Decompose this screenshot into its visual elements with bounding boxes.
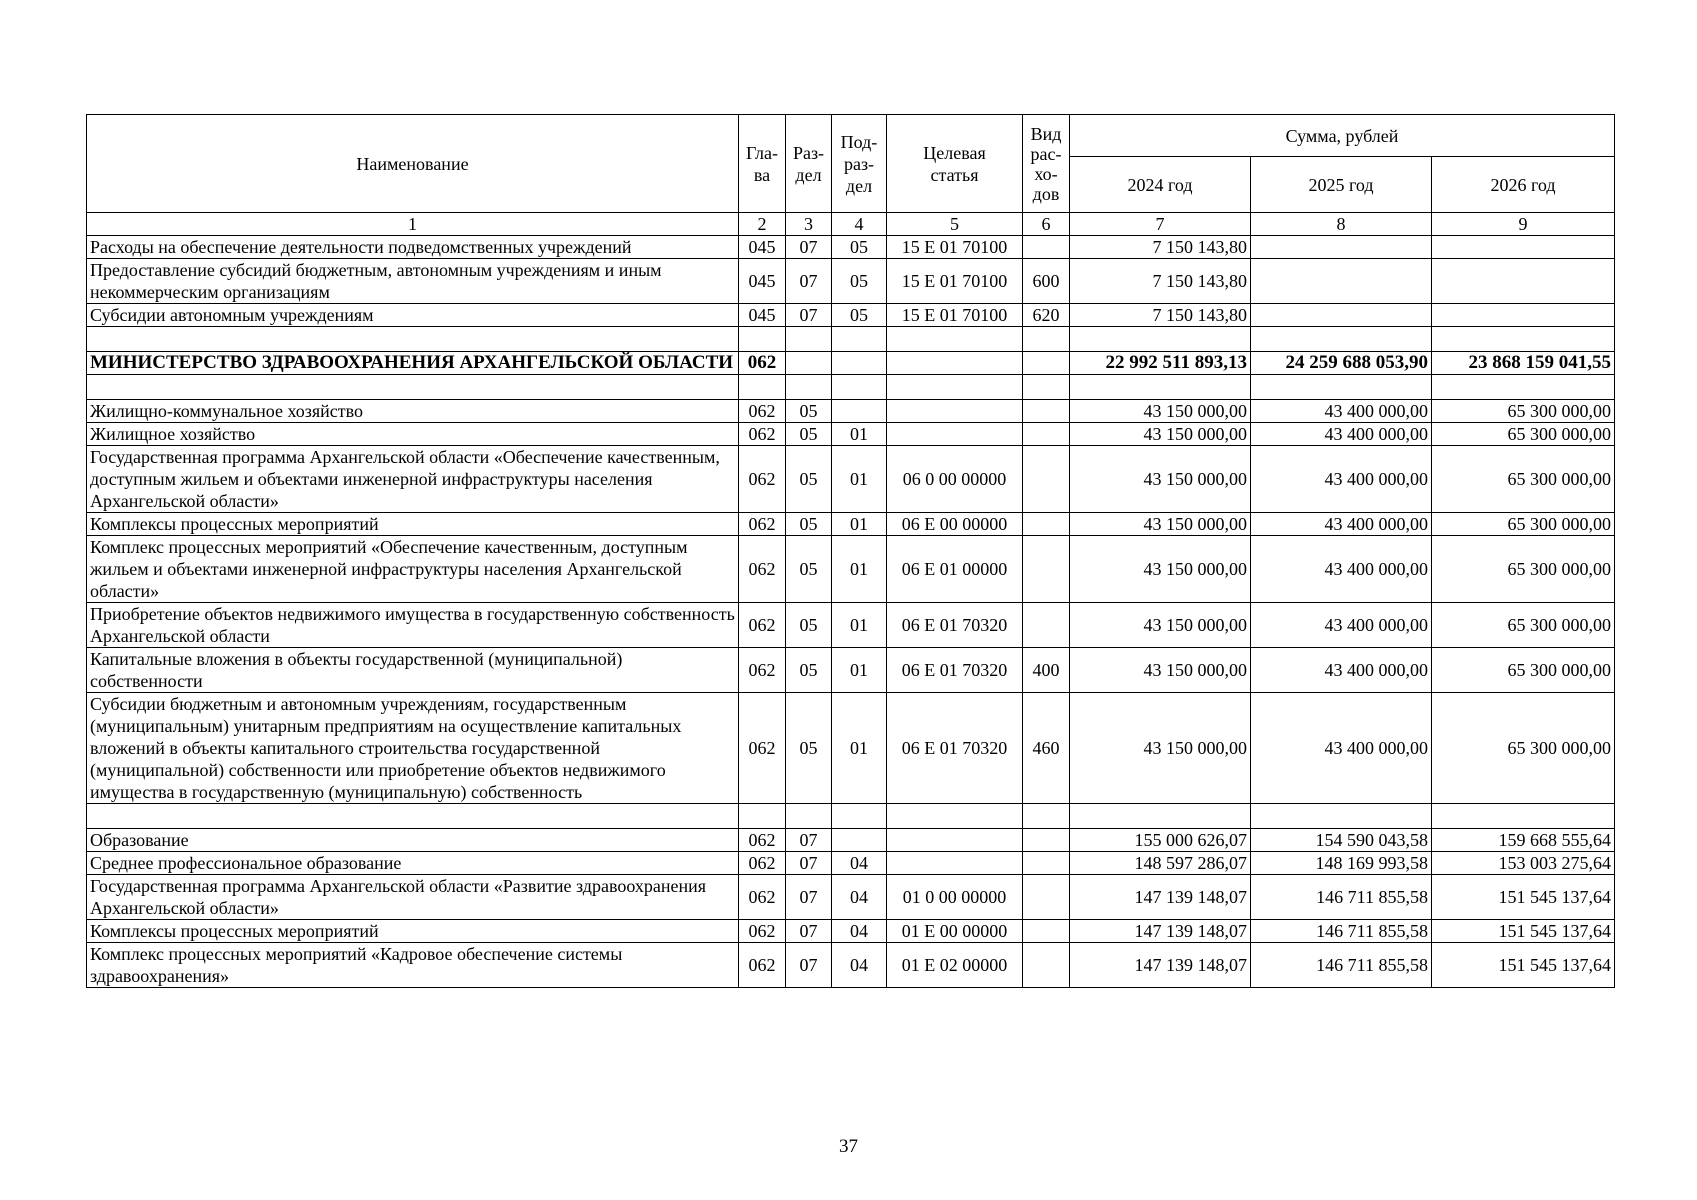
row-section: 07: [786, 829, 832, 852]
table-header: [87, 115, 1615, 236]
table-row: [87, 852, 1615, 875]
row-sum-2025: 43 400 000,00: [1251, 648, 1432, 693]
row-sum-2025: [1251, 236, 1432, 259]
row-sum-2026: 151 545 137,64: [1432, 920, 1615, 943]
row-chapter: 062: [739, 693, 786, 804]
row-sum-2024: 147 139 148,07: [1070, 943, 1251, 988]
row-expense-type: [1023, 446, 1070, 513]
row-sum-2025: 154 590 043,58: [1251, 829, 1432, 852]
row-name: Жилищно-коммунальное хозяйство: [87, 400, 739, 423]
row-sum-2025: 43 400 000,00: [1251, 423, 1432, 446]
header-year-2025: 2025 год: [1251, 157, 1432, 213]
row-subsection: 01: [832, 648, 887, 693]
page-number: 37: [839, 1136, 858, 1157]
row-name: Комплексы процессных мероприятий: [87, 513, 739, 536]
row-sum-2025: [1251, 804, 1432, 829]
row-name: МИНИСТЕРСТВО ЗДРАВООХРАНЕНИЯ АРХАНГЕЛЬСКОЙ ОБЛАСТИ: [87, 352, 739, 375]
row-sum-2026: 23 868 159 041,55: [1432, 352, 1615, 375]
row-expense-type: 620: [1023, 304, 1070, 327]
row-name: Жилищное хозяйство: [87, 423, 739, 446]
row-sum-2025: 146 711 855,58: [1251, 920, 1432, 943]
column-number: 8: [1251, 213, 1432, 236]
row-name: [87, 327, 739, 352]
row-sum-2024: 43 150 000,00: [1070, 400, 1251, 423]
row-target-article: 01 Е 02 00000: [887, 943, 1023, 988]
header-chapter: [739, 115, 786, 213]
row-section: 07: [786, 852, 832, 875]
row-chapter: [739, 327, 786, 352]
row-sum-2024: 43 150 000,00: [1070, 536, 1251, 603]
row-target-article: [887, 423, 1023, 446]
row-name: Капитальные вложения в объекты государственной (муниципальной) собственности: [87, 648, 739, 693]
row-sum-2026: 65 300 000,00: [1432, 513, 1615, 536]
column-number: 5: [887, 213, 1023, 236]
row-sum-2024: 7 150 143,80: [1070, 259, 1251, 304]
row-chapter: [739, 375, 786, 400]
row-sum-2025: 146 711 855,58: [1251, 943, 1432, 988]
row-chapter: 062: [739, 829, 786, 852]
row-section: 05: [786, 423, 832, 446]
row-sum-2025: [1251, 304, 1432, 327]
row-sum-2026: [1432, 304, 1615, 327]
budget-table: [86, 114, 1615, 988]
row-target-article: [887, 804, 1023, 829]
row-section: 07: [786, 304, 832, 327]
row-name: Комплекс процессных мероприятий «Обеспечение качественным, доступным жильем и объектами инженерной инфраструктуры населения Архангельской области»: [87, 536, 739, 603]
header-subsection-label: Под- раз- дел: [840, 131, 878, 196]
table-row: [87, 513, 1615, 536]
row-target-article: 15 Е 01 70100: [887, 236, 1023, 259]
row-sum-2024: [1070, 804, 1251, 829]
row-name: Предоставление субсидий бюджетным, автономным учреждениям и иным некоммерческим организациям: [87, 259, 739, 304]
table-row: [87, 304, 1615, 327]
row-chapter: 062: [739, 446, 786, 513]
row-target-article: 06 Е 01 70320: [887, 693, 1023, 804]
row-chapter: 062: [739, 536, 786, 603]
header-chapter-label: Гла- ва: [745, 142, 779, 185]
row-name: Субсидии автономным учреждениям: [87, 304, 739, 327]
table-row: [87, 829, 1615, 852]
row-sum-2026: 65 300 000,00: [1432, 603, 1615, 648]
row-subsection: 05: [832, 259, 887, 304]
row-subsection: 01: [832, 446, 887, 513]
row-target-article: [887, 829, 1023, 852]
row-subsection: 01: [832, 513, 887, 536]
row-sum-2026: 159 668 555,64: [1432, 829, 1615, 852]
header-subsection: [832, 115, 887, 213]
row-target-article: 15 Е 01 70100: [887, 304, 1023, 327]
row-sum-2026: 65 300 000,00: [1432, 446, 1615, 513]
row-subsection: 01: [832, 423, 887, 446]
row-expense-type: [1023, 375, 1070, 400]
column-number: 4: [832, 213, 887, 236]
row-target-article: 06 Е 01 00000: [887, 536, 1023, 603]
row-section: 07: [786, 259, 832, 304]
row-expense-type: [1023, 236, 1070, 259]
row-target-article: 06 Е 00 00000: [887, 513, 1023, 536]
header-section: [786, 115, 832, 213]
table-row: [87, 603, 1615, 648]
row-chapter: 062: [739, 352, 786, 375]
row-sum-2024: 155 000 626,07: [1070, 829, 1251, 852]
row-name: Комплекс процессных мероприятий «Кадровое обеспечение системы здравоохранения»: [87, 943, 739, 988]
column-number: 7: [1070, 213, 1251, 236]
row-sum-2024: 22 992 511 893,13: [1070, 352, 1251, 375]
row-section: 07: [786, 920, 832, 943]
row-sum-2024: 43 150 000,00: [1070, 693, 1251, 804]
row-expense-type: [1023, 352, 1070, 375]
spacer-row: [87, 327, 1615, 352]
row-target-article: 15 Е 01 70100: [887, 259, 1023, 304]
row-section: 07: [786, 236, 832, 259]
row-sum-2026: [1432, 375, 1615, 400]
row-expense-type: [1023, 327, 1070, 352]
row-sum-2024: 43 150 000,00: [1070, 446, 1251, 513]
row-sum-2026: 65 300 000,00: [1432, 423, 1615, 446]
row-chapter: 045: [739, 259, 786, 304]
row-sum-2024: 43 150 000,00: [1070, 603, 1251, 648]
row-sum-2024: [1070, 375, 1251, 400]
row-expense-type: 460: [1023, 693, 1070, 804]
row-sum-2026: 151 545 137,64: [1432, 875, 1615, 920]
column-number: 1: [87, 213, 739, 236]
row-sum-2024: 43 150 000,00: [1070, 423, 1251, 446]
row-sum-2025: [1251, 259, 1432, 304]
row-chapter: 062: [739, 852, 786, 875]
column-number: 2: [739, 213, 786, 236]
row-subsection: 04: [832, 943, 887, 988]
row-expense-type: 600: [1023, 259, 1070, 304]
row-expense-type: [1023, 513, 1070, 536]
table-row: [87, 943, 1615, 988]
row-sum-2026: 65 300 000,00: [1432, 400, 1615, 423]
row-section: 05: [786, 648, 832, 693]
row-target-article: 06 Е 01 70320: [887, 648, 1023, 693]
column-number: 9: [1432, 213, 1615, 236]
row-subsection: 01: [832, 536, 887, 603]
table-row: [87, 920, 1615, 943]
table-row: [87, 536, 1615, 603]
row-section: 05: [786, 400, 832, 423]
row-subsection: 01: [832, 603, 887, 648]
row-sum-2024: 147 139 148,07: [1070, 875, 1251, 920]
row-target-article: 06 Е 01 70320: [887, 603, 1023, 648]
table-row: [87, 400, 1615, 423]
row-subsection: [832, 400, 887, 423]
row-target-article: [887, 352, 1023, 375]
row-subsection: [832, 327, 887, 352]
row-sum-2025: 43 400 000,00: [1251, 400, 1432, 423]
row-subsection: 04: [832, 852, 887, 875]
row-section: 05: [786, 446, 832, 513]
row-subsection: 05: [832, 304, 887, 327]
row-chapter: 062: [739, 920, 786, 943]
row-subsection: 01: [832, 693, 887, 804]
row-target-article: [887, 400, 1023, 423]
row-expense-type: 400: [1023, 648, 1070, 693]
row-name: Комплексы процессных мероприятий: [87, 920, 739, 943]
row-expense-type: [1023, 943, 1070, 988]
header-sum: Сумма, рублей: [1070, 115, 1615, 157]
table-row: [87, 446, 1615, 513]
row-section: 05: [786, 603, 832, 648]
row-sum-2026: [1432, 236, 1615, 259]
row-sum-2025: 43 400 000,00: [1251, 693, 1432, 804]
row-section: [786, 375, 832, 400]
row-sum-2024: 148 597 286,07: [1070, 852, 1251, 875]
row-chapter: 045: [739, 236, 786, 259]
row-sum-2025: 43 400 000,00: [1251, 446, 1432, 513]
row-sum-2026: [1432, 259, 1615, 304]
row-target-article: [887, 852, 1023, 875]
row-name: Среднее профессиональное образование: [87, 852, 739, 875]
row-section: 05: [786, 513, 832, 536]
row-expense-type: [1023, 920, 1070, 943]
table-row: [87, 693, 1615, 804]
row-sum-2024: 147 139 148,07: [1070, 920, 1251, 943]
row-sum-2024: 7 150 143,80: [1070, 236, 1251, 259]
row-name: Государственная программа Архангельской области «Обеспечение качественным, доступным жильем и объектами инженерной инфраструктуры населения Архангельской области»: [87, 446, 739, 513]
row-target-article: 06 0 00 00000: [887, 446, 1023, 513]
row-section: 05: [786, 536, 832, 603]
row-section: 07: [786, 875, 832, 920]
row-target-article: 01 Е 00 00000: [887, 920, 1023, 943]
row-expense-type: [1023, 829, 1070, 852]
table-row: [87, 352, 1615, 375]
row-sum-2025: 43 400 000,00: [1251, 513, 1432, 536]
row-chapter: [739, 804, 786, 829]
row-section: 05: [786, 693, 832, 804]
row-subsection: [832, 352, 887, 375]
row-subsection: [832, 375, 887, 400]
row-subsection: [832, 804, 887, 829]
header-name: Наименование: [87, 115, 739, 213]
row-expense-type: [1023, 875, 1070, 920]
row-name: [87, 804, 739, 829]
row-sum-2026: 65 300 000,00: [1432, 536, 1615, 603]
row-sum-2024: 7 150 143,80: [1070, 304, 1251, 327]
header-year-2024: 2024 год: [1070, 157, 1251, 213]
row-sum-2024: 43 150 000,00: [1070, 648, 1251, 693]
row-section: [786, 327, 832, 352]
column-number: 6: [1023, 213, 1070, 236]
row-chapter: 062: [739, 400, 786, 423]
spacer-row: [87, 804, 1615, 829]
header-target-article: [887, 115, 1023, 213]
row-section: [786, 804, 832, 829]
row-name: Расходы на обеспечение деятельности подведомственных учреждений: [87, 236, 739, 259]
row-name: Государственная программа Архангельской области «Развитие здравоохранения Архангельской области»: [87, 875, 739, 920]
row-section: 07: [786, 943, 832, 988]
row-expense-type: [1023, 804, 1070, 829]
row-expense-type: [1023, 423, 1070, 446]
row-name: Образование: [87, 829, 739, 852]
table-row: [87, 875, 1615, 920]
row-subsection: 04: [832, 920, 887, 943]
row-sum-2024: [1070, 327, 1251, 352]
row-sum-2026: 153 003 275,64: [1432, 852, 1615, 875]
table-body: [87, 236, 1615, 988]
row-chapter: 062: [739, 513, 786, 536]
row-name: [87, 375, 739, 400]
row-name: Приобретение объектов недвижимого имущества в государственную собственность Архангельской области: [87, 603, 739, 648]
row-chapter: 062: [739, 943, 786, 988]
row-sum-2025: [1251, 327, 1432, 352]
row-sum-2025: 148 169 993,58: [1251, 852, 1432, 875]
row-name: Субсидии бюджетным и автономным учреждениям, государственным (муниципальным) унитарным предприятиям на осуществление капитальных вложений в объекты капитального строительства государственной (муниципальной) собственности или приобретение объектов недвижимого имущества в государственную (муниципальную) собственность: [87, 693, 739, 804]
spacer-row: [87, 375, 1615, 400]
row-sum-2026: 65 300 000,00: [1432, 648, 1615, 693]
row-sum-2025: 43 400 000,00: [1251, 536, 1432, 603]
table-row: [87, 423, 1615, 446]
row-chapter: 062: [739, 603, 786, 648]
header-expense-label: Вид рас- хо- дов: [1030, 123, 1062, 204]
row-target-article: [887, 327, 1023, 352]
header-year-2026: 2026 год: [1432, 157, 1615, 213]
row-sum-2026: [1432, 804, 1615, 829]
row-expense-type: [1023, 852, 1070, 875]
header-target-label: Целевая статья: [923, 142, 986, 185]
row-subsection: 04: [832, 875, 887, 920]
row-section: [786, 352, 832, 375]
row-target-article: [887, 375, 1023, 400]
row-sum-2026: 151 545 137,64: [1432, 943, 1615, 988]
row-sum-2025: 146 711 855,58: [1251, 875, 1432, 920]
row-subsection: [832, 829, 887, 852]
row-chapter: 062: [739, 648, 786, 693]
header-section-label: Раз- дел: [792, 142, 825, 185]
row-sum-2025: 24 259 688 053,90: [1251, 352, 1432, 375]
row-subsection: 05: [832, 236, 887, 259]
row-expense-type: [1023, 536, 1070, 603]
table-row: [87, 236, 1615, 259]
row-expense-type: [1023, 400, 1070, 423]
row-sum-2025: [1251, 375, 1432, 400]
table-row: [87, 259, 1615, 304]
row-target-article: 01 0 00 00000: [887, 875, 1023, 920]
row-chapter: 062: [739, 875, 786, 920]
header-expense-type: [1023, 115, 1070, 213]
row-chapter: 045: [739, 304, 786, 327]
row-expense-type: [1023, 603, 1070, 648]
row-sum-2024: 43 150 000,00: [1070, 513, 1251, 536]
row-chapter: 062: [739, 423, 786, 446]
row-sum-2026: 65 300 000,00: [1432, 693, 1615, 804]
table-row: [87, 648, 1615, 693]
row-sum-2025: 43 400 000,00: [1251, 603, 1432, 648]
column-number: 3: [786, 213, 832, 236]
row-sum-2026: [1432, 327, 1615, 352]
